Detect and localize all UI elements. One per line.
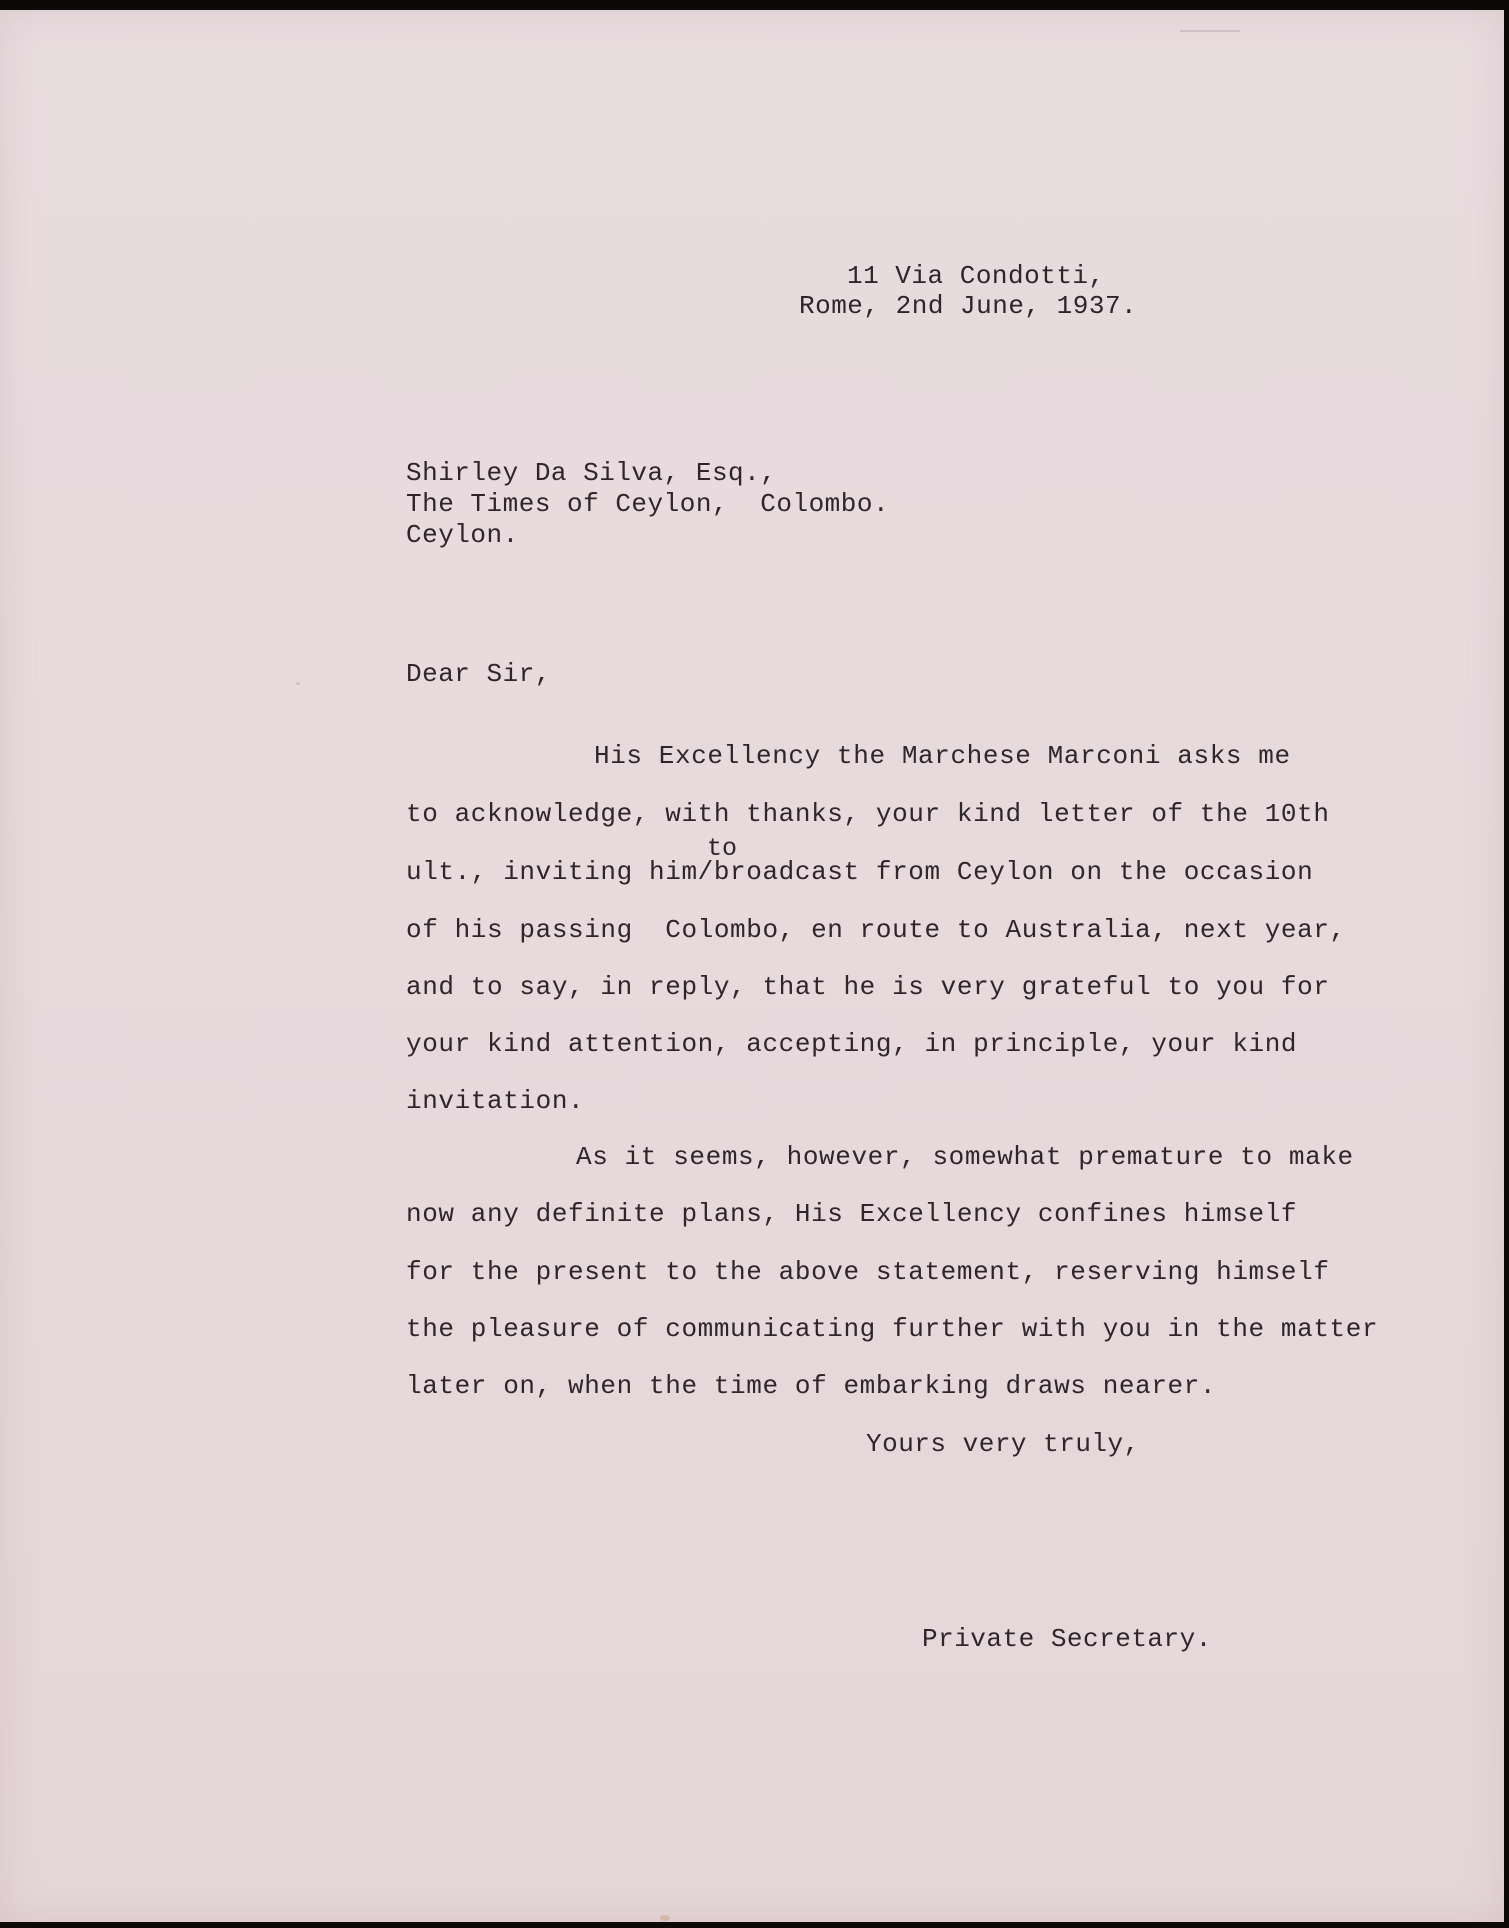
paper-speck (296, 682, 300, 685)
paragraph-1-line-4: of his passing Colombo, en route to Australia, next year, (406, 915, 1346, 945)
paragraph-2-line-5: later on, when the time of embarking draws nearer. (406, 1371, 1217, 1401)
paragraph-1-line-7: invitation. (406, 1086, 585, 1116)
paper-speck (660, 1915, 670, 1921)
paragraph-1-line-6: your kind attention, accepting, in principle, your kind (406, 1029, 1298, 1059)
salutation: Dear Sir, (406, 659, 551, 689)
letter-paper (0, 10, 1504, 1922)
recipient-line-3: Ceylon. (406, 520, 519, 550)
recipient-line-2: The Times of Ceylon, Colombo. (406, 489, 890, 519)
recipient-line-1: Shirley Da Silva, Esq., (406, 458, 777, 488)
signature-title: Private Secretary. (922, 1624, 1212, 1654)
paragraph-2-line-2: now any definite plans, His Excellency confines himself (406, 1199, 1298, 1229)
paragraph-2-line-1: As it seems, however, somewhat premature to make (576, 1142, 1354, 1172)
sender-address-line-2: Rome, 2nd June, 1937. (799, 291, 1138, 321)
paragraph-2-line-3: for the present to the above statement, reserving himself (406, 1257, 1330, 1287)
paragraph-2-line-4: the pleasure of communicating further with you in the matter (406, 1314, 1379, 1344)
paragraph-1-line-2: to acknowledge, with thanks, your kind letter of the 10th (406, 799, 1330, 829)
sender-address-line-1: 11 Via Condotti, (847, 261, 1105, 291)
paragraph-1-line-1: His Excellency the Marchese Marconi asks me (594, 741, 1291, 771)
paper-speck (1180, 30, 1240, 32)
paragraph-1-line-5: and to say, in reply, that he is very grateful to you for (406, 972, 1330, 1002)
closing: Yours very truly, (866, 1429, 1140, 1459)
paragraph-1-line-3: ult., inviting him/broadcast from Ceylon on the occasion (406, 857, 1314, 887)
handwritten-insertion: to (707, 834, 738, 863)
